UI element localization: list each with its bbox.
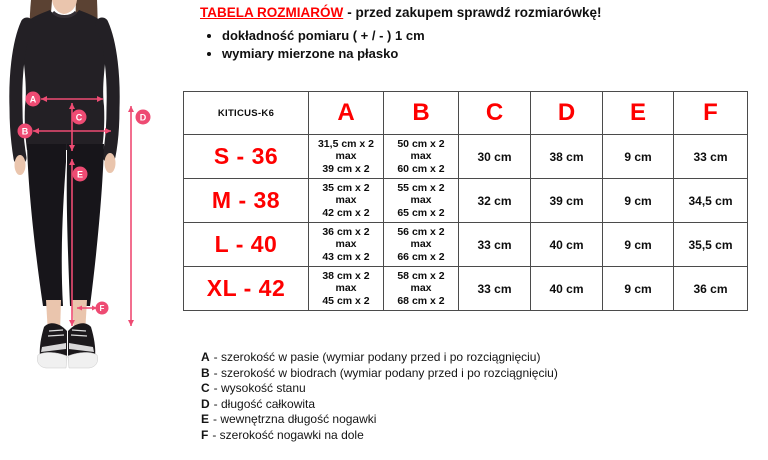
cell-c: 30 cm <box>459 135 531 179</box>
col-header-f: F <box>674 92 748 135</box>
model-code: KITICUS-K6 <box>184 92 309 135</box>
bullet-measurement-accuracy: • dokładność pomiaru ( + / - ) 1 cm <box>222 27 602 45</box>
cell-f: 35,5 cm <box>674 223 748 267</box>
legend-item-f: F - szerokość nogawki na dole <box>201 427 364 442</box>
table-header-row <box>184 92 748 135</box>
cell-d: 38 cm <box>531 135 603 179</box>
model-photo <box>0 0 185 370</box>
sweater <box>23 10 107 150</box>
table-row-m38 <box>184 179 748 223</box>
legend-item-c: C - wysokość stanu <box>201 381 306 396</box>
bullet-measured-flat: • wymiary mierzone na płasko <box>222 45 602 63</box>
cell-e: 9 cm <box>603 135 674 179</box>
col-header-b: B <box>384 92 459 135</box>
cell-a: 36 cm x 2 max 43 cm x 2 <box>309 223 384 267</box>
marker-a-label: A <box>29 94 37 105</box>
size-table <box>183 91 748 311</box>
cell-b: 55 cm x 2 max 65 cm x 2 <box>384 179 459 223</box>
cell-d: 40 cm <box>531 267 603 311</box>
size-label: S - 36 <box>184 135 309 179</box>
table-row-xl42 <box>184 267 748 311</box>
col-header-c: C <box>459 92 531 135</box>
cell-a: 31,5 cm x 2 max 39 cm x 2 <box>309 135 384 179</box>
table-row-s36 <box>184 135 748 179</box>
intro-block <box>200 5 602 63</box>
cell-c: 32 cm <box>459 179 531 223</box>
intro-bullets <box>200 27 602 63</box>
marker-c-label: C <box>75 112 83 123</box>
cell-f: 33 cm <box>674 135 748 179</box>
legend-item-b: B - szerokość w biodrach (wymiar podany przed i po rozciągnięciu) <box>201 365 558 380</box>
size-label: XL - 42 <box>184 267 309 311</box>
marker-d-label: D <box>139 112 147 123</box>
hand <box>15 155 26 175</box>
page-title-highlight: TABELA ROZMIARÓW <box>200 5 344 20</box>
marker-e-label: E <box>76 169 84 180</box>
legend-item-a: A - szerokość w pasie (wymiar podany przed i po rozciągnięciu) <box>201 350 541 364</box>
cell-f: 36 cm <box>674 267 748 311</box>
size-label: M - 38 <box>184 179 309 223</box>
col-header-a: A <box>309 92 384 135</box>
cell-c: 33 cm <box>459 267 531 311</box>
neck <box>52 0 77 14</box>
hand <box>105 153 116 173</box>
cell-f: 34,5 cm <box>674 179 748 223</box>
cell-d: 39 cm <box>531 179 603 223</box>
marker-f-label: F <box>99 304 105 313</box>
cell-b: 56 cm x 2 max 66 cm x 2 <box>384 223 459 267</box>
measure-d <box>128 106 151 326</box>
cell-a: 38 cm x 2 max 45 cm x 2 <box>309 267 384 311</box>
page-title <box>200 5 602 20</box>
size-label: L - 40 <box>184 223 309 267</box>
cell-e: 9 cm <box>603 223 674 267</box>
col-header-d: D <box>531 92 603 135</box>
cell-b: 50 cm x 2 max 60 cm x 2 <box>384 135 459 179</box>
marker-b-label: B <box>21 126 29 137</box>
sneaker-sole <box>68 352 98 368</box>
page-title-rest: - przed zakupem sprawdź rozmiarówkę! <box>347 5 602 20</box>
sneaker-sole <box>37 352 67 368</box>
legend-item-d: D - długość całkowita <box>201 396 316 411</box>
cell-e: 9 cm <box>603 179 674 223</box>
table-row-l40 <box>184 223 748 267</box>
cell-e: 9 cm <box>603 267 674 311</box>
sweater-sleeve <box>102 24 113 156</box>
legend <box>201 350 558 444</box>
legend-item-e: E - wewnętrzna długość nogawki <box>201 412 377 427</box>
cell-d: 40 cm <box>531 223 603 267</box>
cell-b: 58 cm x 2 max 68 cm x 2 <box>384 267 459 311</box>
cell-a: 35 cm x 2 max 42 cm x 2 <box>309 179 384 223</box>
leggings <box>27 144 66 306</box>
col-header-e: E <box>603 92 674 135</box>
cell-c: 33 cm <box>459 223 531 267</box>
